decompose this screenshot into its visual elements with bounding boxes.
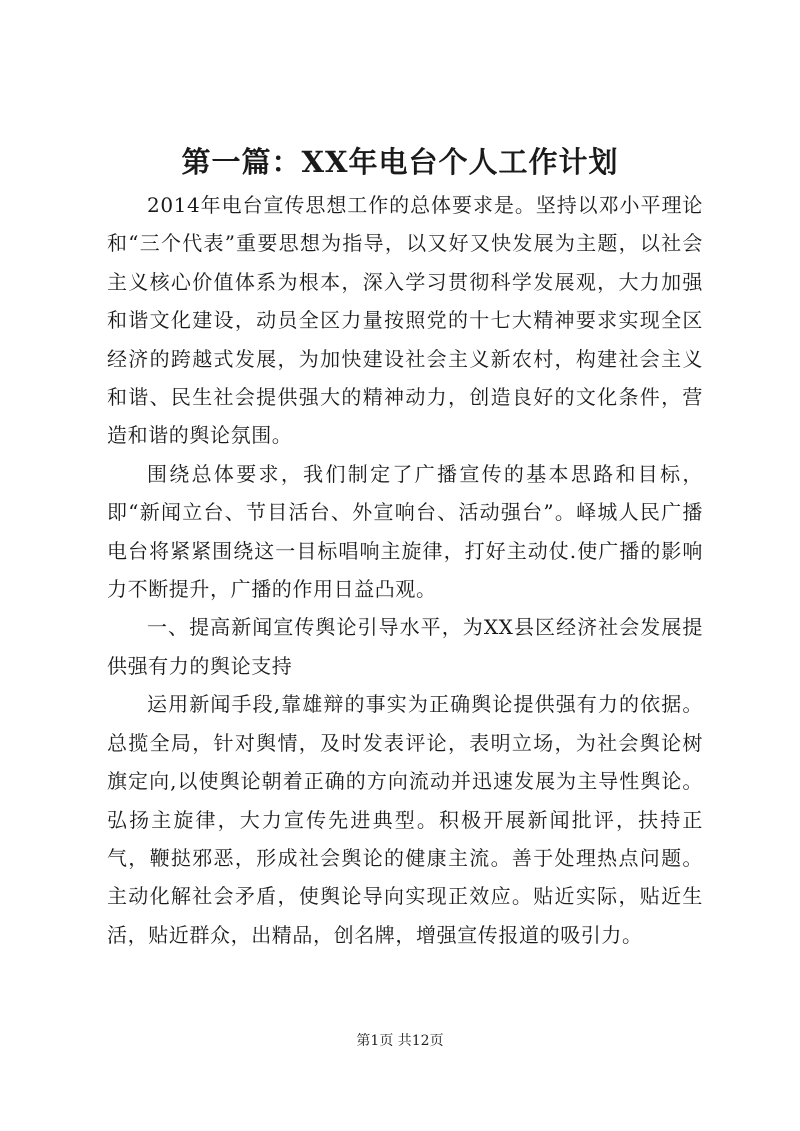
section-heading-one: 一、提高新闻宣传舆论引导水平，为XX县区经济社会发展提供强有力的舆论支持 [107,615,703,678]
paragraph-news-methods: 运用新闻手段,靠雄辩的事实为正确舆论提供强有力的依据。总揽全局，针对舆情，及时发表评论，表明立场，为社会舆论树旗定向,以使舆论朝着正确的方向流动并迅速发展为主导性舆论。弘扬主旋律，大力宣传先进典型。积极开展新闻批评，扶持正气，鞭挞邪恶，形成社会舆论的健康主流。善于处理热点问题。主动化解社会矛盾，使舆论导向实现正效应。贴近实际，贴近生活，贴近群众，出精品，创名牌，增强宣传报道的吸引力。 [107,692,703,947]
document-title: 第一篇：XX年电台个人工作计划 [181,145,619,179]
document-body [107,186,703,954]
page-number-footer: 第1页 共12页 [356,1033,444,1049]
paragraph-goals: 围绕总体要求，我们制定了广播宣传的基本思路和目标，即“新闻立台、节目活台、外宣响台、活动强台”。峄城人民广播电台将紧紧围绕这一目标唱响主旋律，打好主动仗.使广播的影响力不断提升，广播的作用日益凸观。 [107,461,703,602]
paragraph-overall-requirements: 2014年电台宣传思想工作的总体要求是。坚持以邓小平理论和“三个代表”重要思想为指导，以又好又快发展为主题，以社会主义核心价值体系为根本，深入学习贯彻科学发展观，大力加强和谐文化建设，动员全区力量按照党的十七大精神要求实现全区经济的跨越式发展，为加快建设社会主义新农村，构建社会主义和谐、民生社会提供强大的精神动力，创造良好的文化条件，营造和谐的舆论氛围。 [107,193,703,448]
